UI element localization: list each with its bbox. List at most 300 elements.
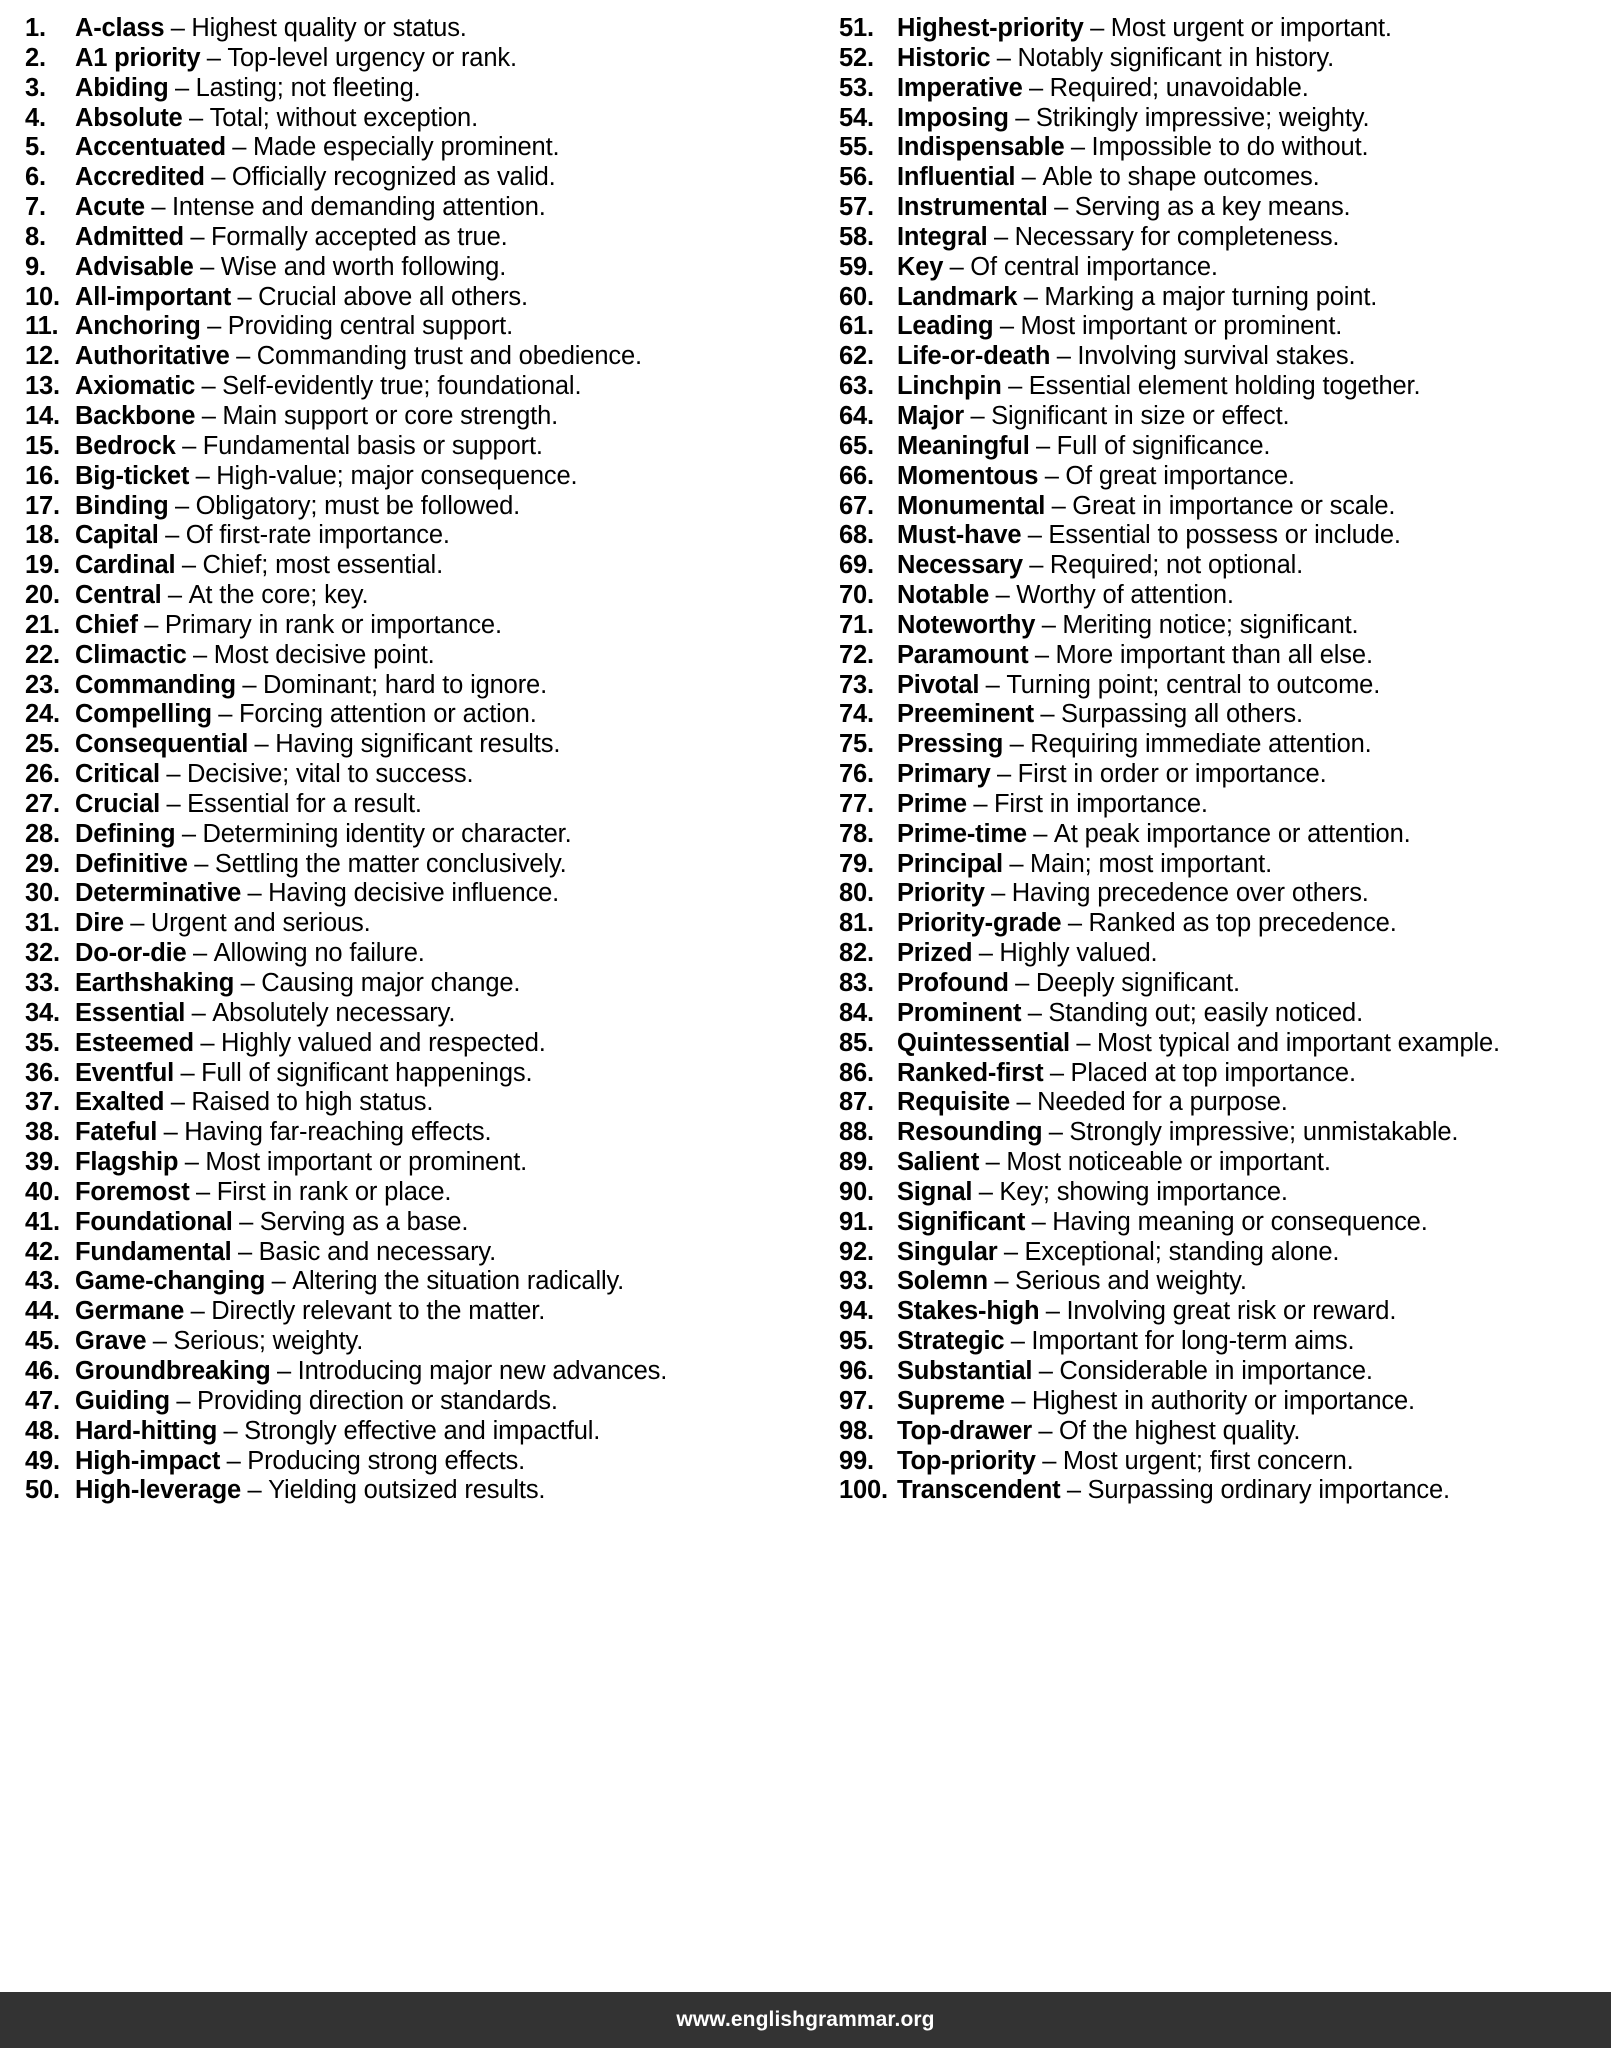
list-item-dash: – xyxy=(1040,700,1055,729)
list-item-term: Do-or-die xyxy=(75,939,187,968)
list-item-term: Stakes-high xyxy=(897,1297,1040,1326)
list-item-dash: – xyxy=(1009,730,1024,759)
list-item-dash: – xyxy=(192,939,208,968)
list-item-number: 18. xyxy=(25,521,60,550)
list-item xyxy=(839,193,1602,223)
list-item-term: Exalted xyxy=(75,1088,165,1117)
list-item-number: 43. xyxy=(25,1267,60,1296)
list-item-term: Notable xyxy=(897,581,990,610)
list-item-body xyxy=(897,133,1368,166)
list-item-term: Climactic xyxy=(75,640,187,669)
list-item-body xyxy=(75,820,572,853)
list-item-body xyxy=(75,1029,546,1062)
list-item-number: 3. xyxy=(25,73,46,102)
list-item-number: 33. xyxy=(25,969,60,997)
list-item-body xyxy=(897,1118,1458,1151)
list-item-definition: Essential to possess or include. xyxy=(1048,521,1401,550)
list-item-definition: Required; unavoidable. xyxy=(1049,73,1309,102)
list-item-term: Determinative xyxy=(75,879,242,908)
list-item-term: A-class xyxy=(75,14,165,42)
list-item xyxy=(25,969,797,999)
list-item-dash: – xyxy=(194,849,209,878)
list-item-definition: Causing major change. xyxy=(261,969,521,997)
list-item xyxy=(839,1417,1602,1447)
list-item-definition: Determining identity or character. xyxy=(202,819,572,848)
list-item-term: Supreme xyxy=(897,1386,1005,1415)
list-item-dash: – xyxy=(247,879,262,908)
list-item-term: Germane xyxy=(75,1297,185,1326)
list-item-term: Chief xyxy=(75,610,138,639)
list-item-body xyxy=(897,790,1208,823)
list-item xyxy=(25,133,797,163)
list-item-number: 97. xyxy=(839,1386,874,1415)
list-item-number: 71. xyxy=(839,610,874,639)
list-item-term: Leading xyxy=(897,312,994,341)
list-item-body xyxy=(897,104,1369,137)
list-item-definition: Introducing major new advances. xyxy=(297,1356,668,1385)
list-item-number: 89. xyxy=(839,1148,874,1177)
list-item-dash: – xyxy=(991,879,1006,908)
list-item-definition: Serving as a key means. xyxy=(1074,193,1351,222)
list-item-term: Acute xyxy=(75,193,145,222)
list-item xyxy=(25,1118,797,1148)
left-column xyxy=(0,14,805,1992)
list-item xyxy=(839,551,1602,581)
list-item-number: 51. xyxy=(839,14,874,42)
list-item xyxy=(839,521,1602,551)
list-item-definition: Full of significant happenings. xyxy=(201,1058,533,1087)
list-item-definition: Intense and demanding attention. xyxy=(171,193,546,222)
list-item-term: Historic xyxy=(897,43,991,72)
list-item-body xyxy=(897,909,1397,942)
list-item xyxy=(25,730,797,760)
list-item-term: Foremost xyxy=(75,1177,190,1206)
list-item-term: Accredited xyxy=(75,163,205,192)
list-item-dash: – xyxy=(1076,1028,1091,1057)
list-item-body xyxy=(75,1297,545,1330)
list-item-term: Preeminent xyxy=(897,700,1034,729)
list-item-dash: – xyxy=(232,133,247,162)
list-item-number: 66. xyxy=(839,461,874,490)
list-item-dash: – xyxy=(166,789,181,818)
list-item-definition: Ranked as top precedence. xyxy=(1088,909,1397,938)
list-item xyxy=(25,521,797,551)
list-item-term: Compelling xyxy=(75,700,212,729)
list-item-dash: – xyxy=(1016,1088,1031,1117)
list-item-definition: At peak importance or attention. xyxy=(1053,819,1411,848)
list-item-dash: – xyxy=(176,1386,191,1415)
list-item-dash: – xyxy=(206,43,221,72)
list-item-term: Major xyxy=(897,401,965,430)
list-item-dash: – xyxy=(200,1028,215,1057)
list-item-dash: – xyxy=(1034,640,1050,669)
list-item-dash: – xyxy=(1051,491,1066,520)
list-item-number: 14. xyxy=(25,401,60,430)
list-item-number: 45. xyxy=(25,1327,60,1356)
list-item-dash: – xyxy=(174,491,190,520)
list-item-body xyxy=(897,551,1303,584)
list-item xyxy=(839,163,1602,193)
list-item-body xyxy=(75,879,559,912)
list-item-term: Necessary xyxy=(897,551,1023,580)
list-item-definition: Yielding outsized results. xyxy=(268,1476,546,1505)
list-item-definition: Crucial above all others. xyxy=(258,282,528,311)
list-item-number: 92. xyxy=(839,1237,874,1266)
list-item-term: Fateful xyxy=(75,1118,158,1147)
list-item-dash: – xyxy=(166,760,181,789)
list-item-dash: – xyxy=(995,581,1010,610)
list-item-body xyxy=(75,1476,545,1509)
list-item-term: Imperative xyxy=(897,73,1023,102)
list-item-number: 69. xyxy=(839,551,874,580)
list-item-term: Prominent xyxy=(897,998,1022,1027)
list-item-body xyxy=(897,1417,1300,1450)
list-item-body xyxy=(75,581,368,614)
list-item-number: 37. xyxy=(25,1088,60,1117)
list-item-term: Anchoring xyxy=(75,312,201,341)
list-item-dash: – xyxy=(1011,1386,1026,1415)
list-item-definition: Dominant; hard to ignore. xyxy=(263,670,548,699)
list-item-definition: Requiring immediate attention. xyxy=(1030,730,1372,759)
list-item-dash: – xyxy=(237,282,252,311)
list-item-number: 26. xyxy=(25,760,60,789)
list-item-dash: – xyxy=(190,222,205,251)
list-item-number: 16. xyxy=(25,461,60,490)
list-item-number: 74. xyxy=(839,700,874,729)
list-item-dash: – xyxy=(191,998,206,1027)
list-item-body xyxy=(897,193,1351,226)
list-item-number: 10. xyxy=(25,282,60,311)
list-item-definition: Having significant results. xyxy=(275,730,561,759)
list-item-definition: Obligatory; must be followed. xyxy=(195,491,521,520)
list-item-term: Commanding xyxy=(75,670,236,699)
list-item-number: 77. xyxy=(839,789,874,818)
list-item-definition: Important for long-term aims. xyxy=(1031,1327,1355,1356)
list-item-term: Earthshaking xyxy=(75,969,235,997)
list-item-dash: – xyxy=(1067,909,1083,938)
list-item-dash: – xyxy=(165,521,180,550)
list-item-dash: – xyxy=(1042,1446,1057,1475)
list-item-term: Bedrock xyxy=(75,431,176,460)
list-item-dash: – xyxy=(1036,431,1051,460)
list-item-body xyxy=(897,760,1327,793)
list-item-definition: Strikingly impressive; weighty. xyxy=(1035,103,1370,132)
list-item-term: Resounding xyxy=(897,1118,1043,1147)
list-item-definition: Settling the matter conclusively. xyxy=(214,849,567,878)
list-item xyxy=(25,44,797,74)
list-item-term: Essential xyxy=(75,998,186,1027)
list-item-definition: Able to shape outcomes. xyxy=(1042,163,1320,192)
list-item-term: Must-have xyxy=(897,521,1022,550)
list-item xyxy=(839,581,1602,611)
list-item-definition: Placed at top importance. xyxy=(1070,1058,1356,1087)
list-item xyxy=(25,641,797,671)
list-item-body xyxy=(897,372,1420,405)
list-item xyxy=(25,193,797,223)
list-item-dash: – xyxy=(978,1177,993,1206)
list-item-body xyxy=(75,909,371,942)
list-item-body xyxy=(75,521,450,554)
list-item-term: Monumental xyxy=(897,491,1046,520)
list-item-body xyxy=(897,1327,1354,1360)
list-item-term: Advisable xyxy=(75,252,194,281)
list-item xyxy=(25,372,797,402)
list-item xyxy=(839,253,1602,283)
list-item xyxy=(839,223,1602,253)
list-item-body xyxy=(75,611,502,644)
list-item-number: 19. xyxy=(25,551,60,580)
list-item-number: 22. xyxy=(25,640,60,669)
list-item-definition: Wise and worth following. xyxy=(220,252,507,281)
list-item-body xyxy=(897,44,1334,77)
list-item-term: Solemn xyxy=(897,1267,988,1296)
list-item-number: 48. xyxy=(25,1416,60,1445)
list-item xyxy=(25,14,797,44)
list-item-dash: – xyxy=(1027,998,1042,1027)
list-item-dash: – xyxy=(1009,849,1024,878)
list-item-dash: – xyxy=(247,1476,262,1505)
list-item-dash: – xyxy=(996,43,1011,72)
list-item-dash: – xyxy=(163,1118,178,1147)
list-item-term: Defining xyxy=(75,819,176,848)
list-item-definition: First in importance. xyxy=(993,789,1208,818)
list-item-term: Flagship xyxy=(75,1148,179,1177)
list-item-dash: – xyxy=(1054,193,1069,222)
list-item-definition: Great in importance or scale. xyxy=(1072,491,1396,520)
list-item-body xyxy=(75,163,556,196)
list-item-dash: – xyxy=(271,1267,286,1296)
list-item-dash: – xyxy=(1056,342,1071,371)
list-item-definition: Raised to high status. xyxy=(191,1088,434,1117)
list-item-body xyxy=(75,1148,527,1181)
list-item-definition: Most decisive point. xyxy=(213,640,435,669)
list-item-body xyxy=(75,253,506,286)
list-item xyxy=(839,790,1602,820)
list-item-definition: Key; showing importance. xyxy=(999,1177,1288,1206)
list-item xyxy=(25,1178,797,1208)
list-item-body xyxy=(897,999,1363,1032)
list-item-dash: – xyxy=(1015,103,1030,132)
list-item-definition: Essential element holding together. xyxy=(1028,372,1421,401)
list-item-term: Linchpin xyxy=(897,372,1002,401)
list-item xyxy=(839,1297,1602,1327)
list-item xyxy=(839,462,1602,492)
list-item xyxy=(25,999,797,1029)
list-item-number: 4. xyxy=(25,103,46,132)
list-item-dash: – xyxy=(170,14,185,42)
list-item-body xyxy=(75,641,435,674)
list-item-term: Admitted xyxy=(75,222,184,251)
list-item-definition: Decisive; vital to success. xyxy=(186,760,474,789)
list-item-definition: Standing out; easily noticed. xyxy=(1048,998,1364,1027)
list-item-body xyxy=(897,312,1342,345)
list-item-term: Signal xyxy=(897,1177,973,1206)
list-item-term: Integral xyxy=(897,222,988,251)
list-item-definition: Lasting; not fleeting. xyxy=(195,73,421,102)
list-item-term: Fundamental xyxy=(75,1237,232,1266)
list-item xyxy=(839,1059,1602,1089)
list-item-definition: Full of significance. xyxy=(1056,431,1271,460)
list-item-number: 90. xyxy=(839,1177,874,1206)
list-item xyxy=(839,492,1602,522)
list-item-number: 96. xyxy=(839,1356,874,1385)
list-item-term: Influential xyxy=(897,163,1016,192)
list-item-term: High-impact xyxy=(75,1446,221,1475)
list-item-dash: – xyxy=(195,461,210,490)
list-item-number: 49. xyxy=(25,1446,60,1475)
list-item-definition: Most important or prominent. xyxy=(1020,312,1343,341)
list-item xyxy=(25,1208,797,1238)
list-item-body xyxy=(897,1297,1396,1330)
list-item-number: 30. xyxy=(25,879,60,908)
list-item xyxy=(839,372,1602,402)
list-item-body xyxy=(897,1387,1415,1420)
list-item xyxy=(839,730,1602,760)
list-item-number: 64. xyxy=(839,401,874,430)
list-item-body xyxy=(75,551,443,584)
list-item-body xyxy=(897,1088,1288,1121)
list-item-body xyxy=(75,283,528,316)
list-item-dash: – xyxy=(1027,521,1042,550)
list-item-body xyxy=(75,402,558,435)
list-item xyxy=(839,641,1602,671)
list-item-number: 88. xyxy=(839,1118,874,1147)
list-item xyxy=(25,1267,797,1297)
list-item-dash: – xyxy=(226,1446,241,1475)
list-item-body xyxy=(897,253,1218,286)
list-item-number: 32. xyxy=(25,939,60,968)
list-item-definition: Needed for a purpose. xyxy=(1037,1088,1288,1117)
list-item xyxy=(25,223,797,253)
list-item-term: Landmark xyxy=(897,282,1018,311)
list-item-number: 63. xyxy=(839,372,874,401)
list-item-body xyxy=(75,342,642,375)
list-item-number: 1. xyxy=(25,14,46,42)
list-item-number: 78. xyxy=(839,819,874,848)
list-item-dash: – xyxy=(997,760,1012,789)
list-item-dash: – xyxy=(1010,1327,1025,1356)
list-item xyxy=(25,1088,797,1118)
list-item-term: Groundbreaking xyxy=(75,1356,271,1385)
list-item-number: 34. xyxy=(25,998,60,1027)
list-item-number: 29. xyxy=(25,849,60,878)
list-item xyxy=(839,1118,1602,1148)
list-item-term: A1 priority xyxy=(75,43,201,72)
list-item-number: 59. xyxy=(839,252,874,281)
list-item-dash: – xyxy=(130,909,145,938)
list-item-dash: – xyxy=(211,163,226,192)
list-item-number: 87. xyxy=(839,1088,874,1117)
list-item xyxy=(25,1447,797,1477)
list-item-term: Requisite xyxy=(897,1088,1010,1117)
list-item-term: Singular xyxy=(897,1237,998,1266)
list-item-definition: Of great importance. xyxy=(1065,461,1295,490)
list-item-term: Abiding xyxy=(75,73,169,102)
list-item-definition: Highest quality or status. xyxy=(191,14,467,42)
list-item-number: 82. xyxy=(839,939,874,968)
list-item-body xyxy=(75,193,546,226)
list-item-body xyxy=(897,163,1320,196)
list-item xyxy=(839,283,1602,313)
list-item-number: 25. xyxy=(25,730,60,759)
list-item-body xyxy=(75,969,520,1002)
list-item-dash: – xyxy=(1045,1297,1060,1326)
list-item-body xyxy=(75,1417,600,1450)
list-item-term: Instrumental xyxy=(897,193,1048,222)
list-item-term: Central xyxy=(75,581,162,610)
list-item-term: Game-changing xyxy=(75,1267,266,1296)
list-item-dash: – xyxy=(201,401,216,430)
list-item-definition: Involving great risk or reward. xyxy=(1066,1297,1397,1326)
list-item-term: Critical xyxy=(75,760,160,789)
list-item-number: 46. xyxy=(25,1356,60,1385)
list-item xyxy=(839,133,1602,163)
list-item-body xyxy=(75,44,517,77)
list-item-definition: More important than all else. xyxy=(1055,640,1373,669)
list-item-definition: Providing direction or standards. xyxy=(197,1386,558,1415)
list-item xyxy=(25,1059,797,1089)
list-item-definition: High-value; major consequence. xyxy=(216,461,578,490)
list-item xyxy=(839,1088,1602,1118)
list-item xyxy=(839,44,1602,74)
list-item-dash: – xyxy=(978,939,993,968)
list-item-dash: – xyxy=(193,640,208,669)
list-item-dash: – xyxy=(170,1088,185,1117)
footer-bar xyxy=(0,1992,1611,2048)
list-item-definition: Most urgent; first concern. xyxy=(1062,1446,1354,1475)
list-item xyxy=(25,760,797,790)
list-item-definition: Worthy of attention. xyxy=(1016,581,1234,610)
list-item xyxy=(25,402,797,432)
list-item-body xyxy=(75,14,467,47)
list-item xyxy=(839,14,1602,44)
list-item-number: 84. xyxy=(839,998,874,1027)
list-item-body xyxy=(75,790,422,823)
list-item-term: Highest-priority xyxy=(897,14,1084,42)
list-item-number: 56. xyxy=(839,163,874,192)
list-item-term: Hard-hitting xyxy=(75,1416,218,1445)
list-item-definition: Highest in authority or importance. xyxy=(1031,1386,1415,1415)
list-item-number: 85. xyxy=(839,1028,874,1057)
list-item-body xyxy=(75,1208,468,1241)
list-item xyxy=(839,1029,1602,1059)
list-item-term: Priority-grade xyxy=(897,909,1062,938)
list-item-definition: Allowing no failure. xyxy=(213,939,425,968)
list-item-dash: – xyxy=(188,103,204,132)
list-item-body xyxy=(897,14,1392,47)
list-item-term: Imposing xyxy=(897,103,1009,132)
list-item-number: 21. xyxy=(25,610,60,639)
list-item-body xyxy=(897,74,1309,107)
list-item xyxy=(839,969,1602,999)
list-item-number: 44. xyxy=(25,1297,60,1326)
list-item-number: 41. xyxy=(25,1207,60,1236)
list-item-number: 53. xyxy=(839,73,874,102)
list-item-body xyxy=(75,312,513,345)
list-item-number: 20. xyxy=(25,581,60,610)
list-item-term: Foundational xyxy=(75,1207,233,1236)
list-item-body xyxy=(75,372,581,405)
list-item-definition: Serious and weighty. xyxy=(1015,1267,1247,1296)
list-item xyxy=(25,611,797,641)
list-item xyxy=(25,1029,797,1059)
list-item-term: Pressing xyxy=(897,730,1004,759)
list-item-dash: – xyxy=(223,1416,238,1445)
list-item-dash: – xyxy=(949,252,964,281)
list-item-number: 35. xyxy=(25,1028,60,1057)
list-item-number: 57. xyxy=(839,193,874,222)
list-item-term: High-leverage xyxy=(75,1476,242,1505)
